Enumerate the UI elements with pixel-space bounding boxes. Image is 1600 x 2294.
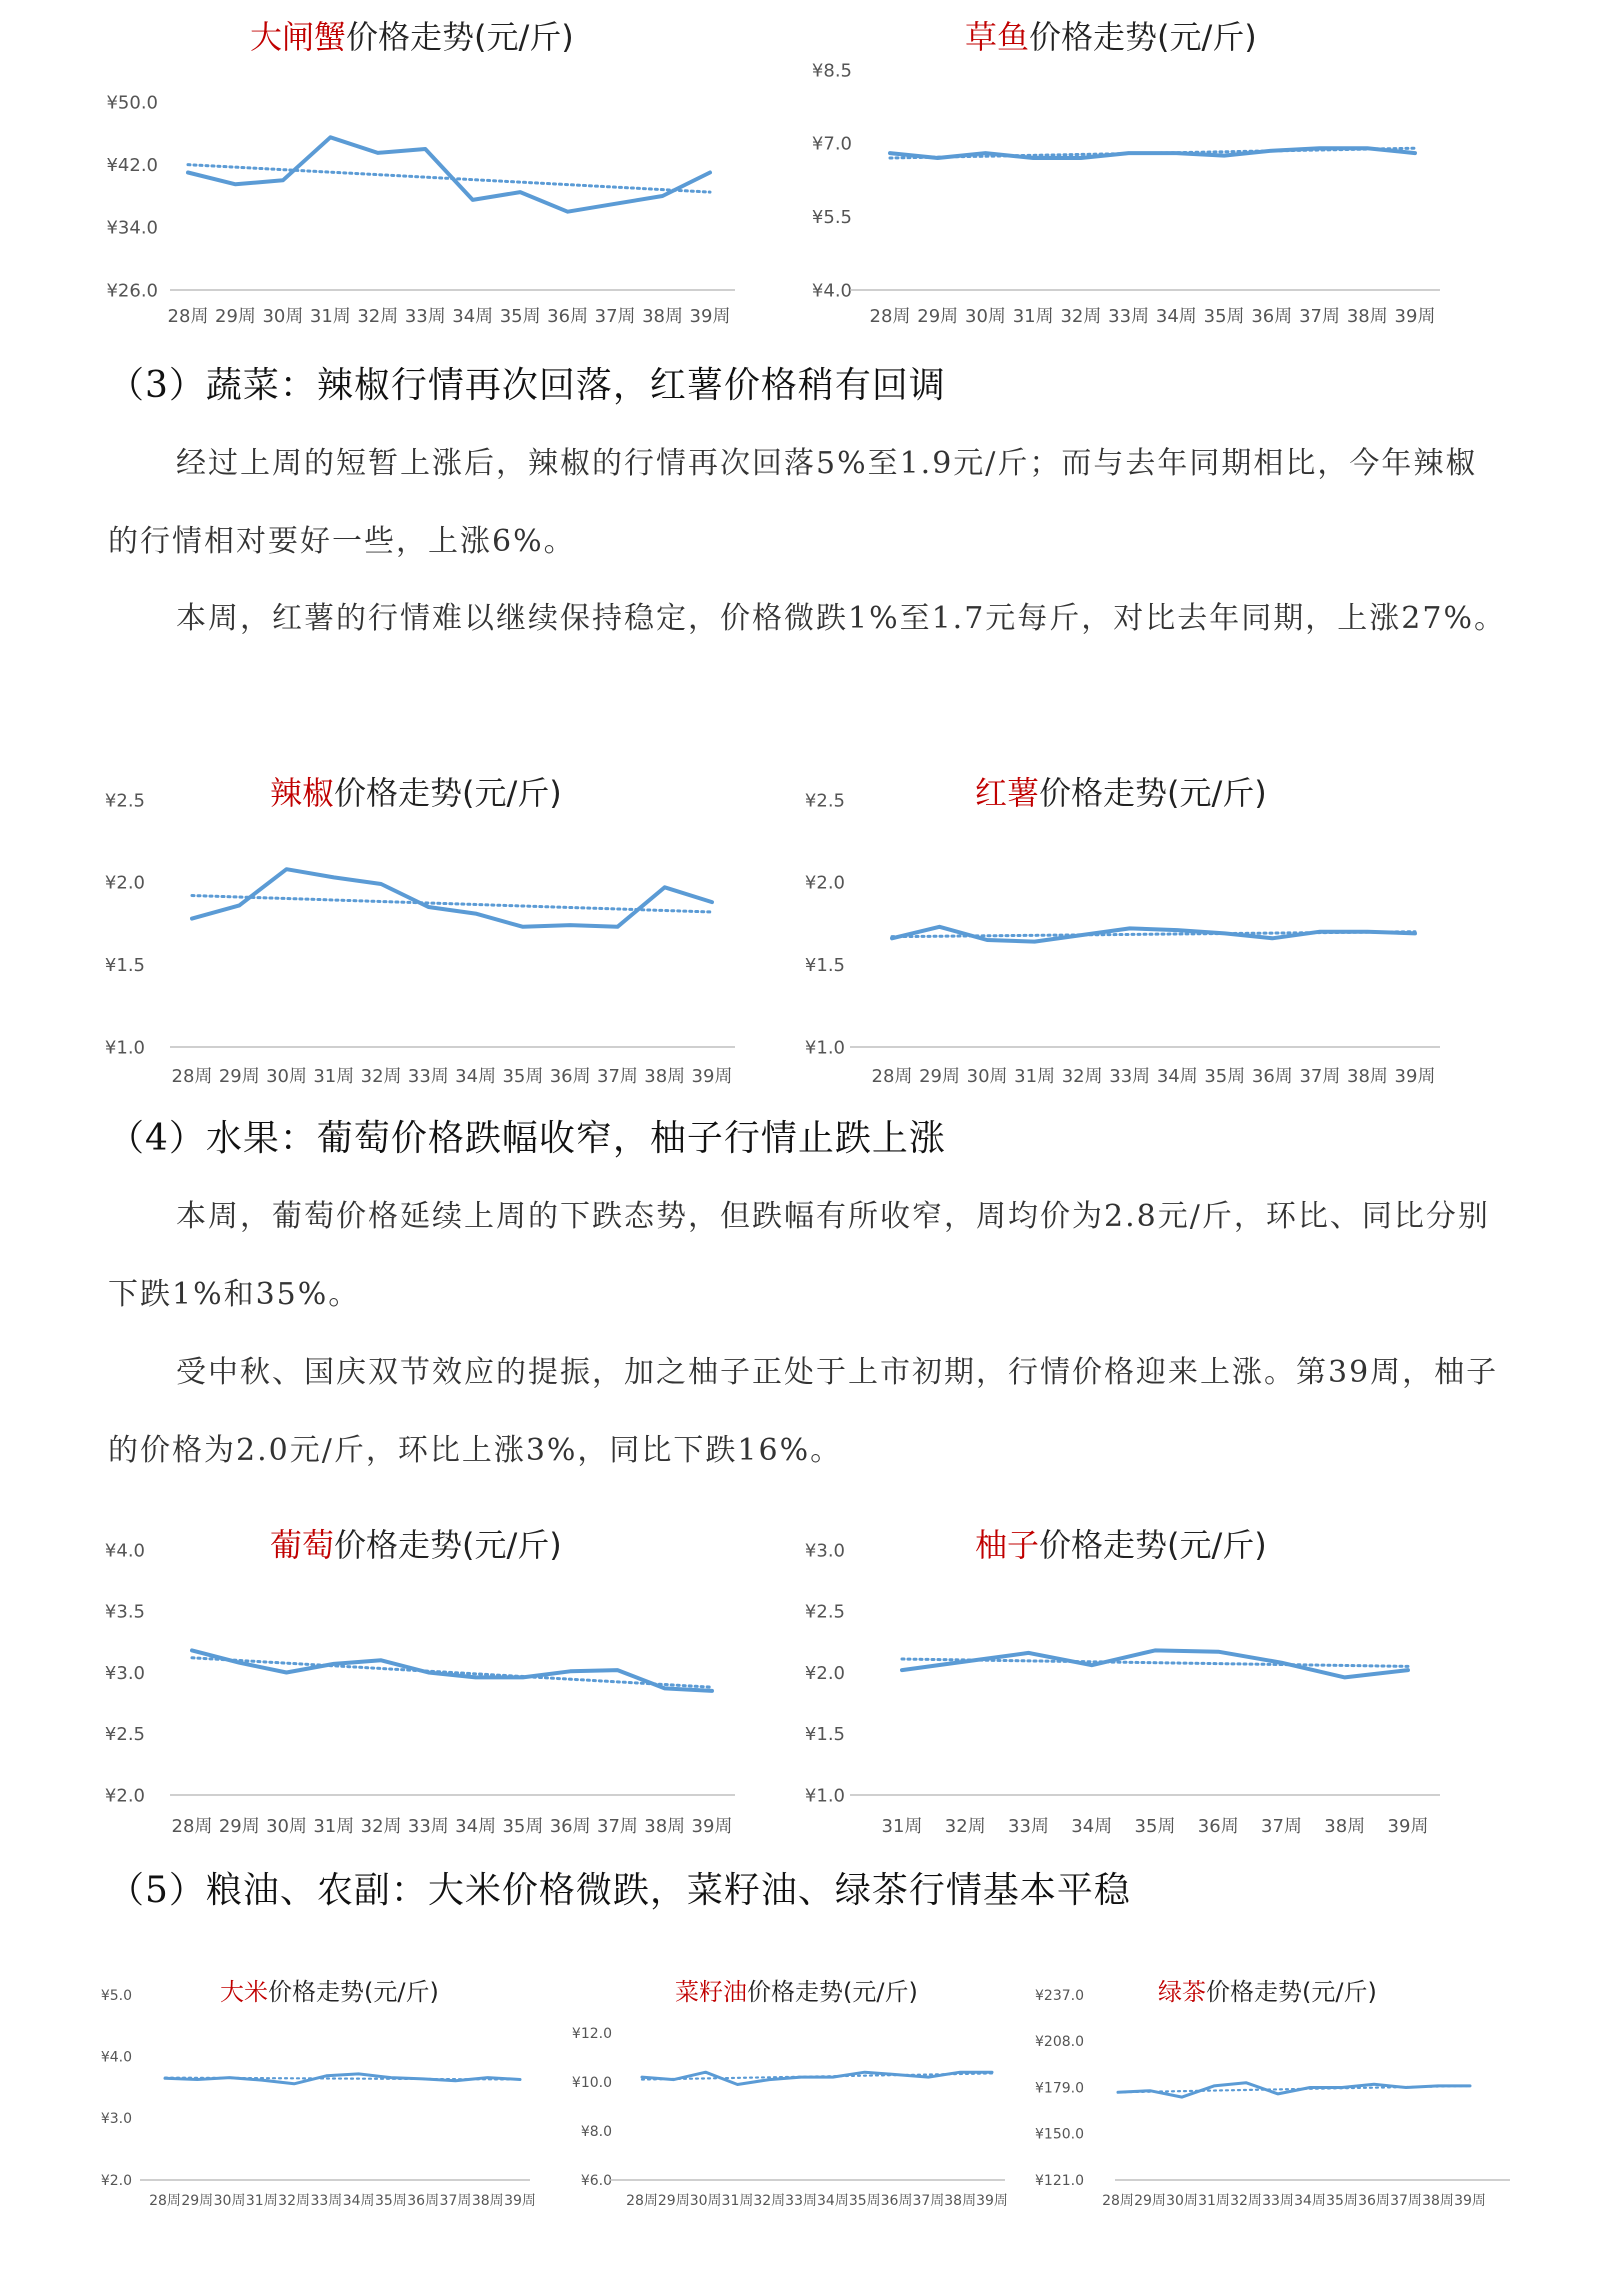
y-tick-label: ¥1.5 [804, 954, 845, 976]
x-tick-label: 29周 [917, 306, 959, 327]
chart-title [270, 768, 562, 814]
x-tick-label: 37周 [1390, 2193, 1422, 2209]
x-tick-label: 33周 [407, 1816, 449, 1837]
y-tick-label: ¥237.0 [1035, 1987, 1084, 2004]
chart-title [220, 1972, 439, 2007]
x-tick-label: 31周 [313, 1066, 355, 1087]
x-tick-label: 28周 [149, 2193, 181, 2209]
chart-title-unit: 价格走势(元/斤) [1206, 1978, 1377, 2006]
chart-grape [0, 1512, 760, 1852]
x-tick-label: 35周 [502, 1066, 544, 1087]
x-tick-label: 39周 [1387, 1816, 1429, 1837]
x-tick-label: 28周 [167, 306, 209, 327]
x-tick-label: 34周 [455, 1816, 497, 1837]
price-series-line [192, 1650, 712, 1691]
x-tick-label: 38周 [644, 1816, 686, 1837]
x-tick-label: 36周 [547, 306, 589, 327]
x-tick-label: 29周 [218, 1816, 260, 1837]
x-tick-label: 31周 [1012, 306, 1054, 327]
x-tick-label: 28周 [171, 1066, 213, 1087]
x-tick-label: 30周 [689, 2193, 722, 2209]
x-tick-label: 36周 [1251, 306, 1293, 327]
price-series-line [165, 2074, 520, 2084]
y-tick-label: ¥2.5 [104, 1724, 145, 1746]
x-tick-label: 31周 [1198, 2193, 1230, 2209]
y-tick-label: ¥50.0 [106, 92, 158, 114]
chart-title-item: 红薯 [975, 774, 1040, 812]
chart-title [675, 1972, 918, 2007]
x-tick-label: 28周 [871, 1066, 913, 1087]
y-tick-label: ¥4.0 [104, 1540, 145, 1562]
x-tick-label: 31周 [245, 2193, 278, 2209]
x-tick-label: 30周 [213, 2193, 246, 2209]
x-tick-label: 37周 [912, 2193, 945, 2209]
x-tick-label: 34周 [816, 2193, 849, 2209]
x-tick-label: 32周 [360, 1066, 402, 1087]
chart-title [975, 1520, 1267, 1566]
x-tick-label: 39周 [689, 306, 731, 327]
x-tick-label: 36周 [407, 2193, 440, 2209]
x-tick-label: 33周 [1262, 2193, 1294, 2209]
x-tick-label: 38周 [1324, 1816, 1366, 1837]
x-tick-label: 34周 [455, 1066, 497, 1087]
chart-title [975, 768, 1267, 814]
x-tick-label: 36周 [1251, 1066, 1293, 1087]
x-tick-label: 36周 [549, 1066, 591, 1087]
trend-line [192, 1658, 712, 1687]
x-tick-label: 31周 [721, 2193, 754, 2209]
y-tick-label: ¥1.5 [804, 1724, 845, 1746]
x-tick-label: 32周 [753, 2193, 786, 2209]
chart-title-unit: 价格走势(元/斤) [268, 1978, 439, 2006]
y-tick-label: ¥208.0 [1035, 2034, 1084, 2051]
x-tick-label: 37周 [439, 2193, 472, 2209]
chart-title-item: 草鱼 [965, 18, 1030, 56]
y-tick-label: ¥2.0 [104, 1785, 145, 1807]
x-tick-label: 39周 [691, 1816, 733, 1837]
y-tick-label: ¥42.0 [106, 154, 158, 176]
price-series-line [892, 927, 1415, 942]
chart-title-unit: 价格走势(元/斤) [1029, 18, 1257, 56]
chart-title-item: 辣椒 [270, 774, 335, 812]
y-tick-label: ¥121.0 [1035, 2172, 1084, 2189]
y-tick-label: ¥1.0 [804, 1785, 845, 1807]
price-series-line [1118, 2083, 1470, 2097]
x-tick-label: 32周 [357, 306, 399, 327]
chart-pomelo [760, 1512, 1600, 1852]
chart-title [270, 1520, 562, 1566]
x-tick-label: 28周 [1102, 2193, 1134, 2209]
section-heading-vegetables: （3）蔬菜：辣椒行情再次回落，红薯价格稍有回调 [108, 365, 946, 406]
x-tick-label: 35周 [499, 306, 541, 327]
y-tick-label: ¥34.0 [106, 217, 158, 239]
x-tick-label: 37周 [597, 1066, 638, 1087]
x-tick-label: 33周 [785, 2193, 818, 2209]
x-tick-label: 32周 [278, 2193, 311, 2209]
x-tick-label: 38周 [642, 306, 683, 327]
chart-green-tea [1035, 1960, 1600, 2220]
x-tick-label: 34周 [1071, 1816, 1113, 1837]
x-tick-label: 36周 [1358, 2193, 1390, 2209]
chart-title-unit: 价格走势(元/斤) [334, 1526, 562, 1564]
chart-title-unit: 价格走势(元/斤) [334, 774, 562, 812]
price-series-line [188, 137, 710, 211]
chart-title-unit: 价格走势(元/斤) [346, 18, 574, 56]
y-tick-label: ¥5.0 [100, 1987, 132, 2004]
y-tick-label: ¥12.0 [571, 2025, 612, 2042]
x-tick-label: 28周 [626, 2193, 658, 2209]
x-tick-label: 38周 [944, 2193, 977, 2209]
x-tick-label: 34周 [342, 2193, 375, 2209]
paragraph-pepper: 经过上周的短暂上涨后，辣椒的行情再次回落5%至1.9元/斤；而与去年同期相比，今年辣椒的行情相对要好一些，上涨6%。 [108, 446, 1478, 559]
section-heading-fruits: （4）水果：葡萄价格跌幅收窄，柚子行情止跌上涨 [108, 1118, 946, 1159]
x-tick-label: 35周 [848, 2193, 881, 2209]
x-tick-label: 30周 [966, 1066, 1008, 1087]
x-tick-label: 39周 [1394, 306, 1436, 327]
paragraph-grape: 本周，葡萄价格延续上周的下跌态势，但跌幅有所收窄，周均价为2.8元/斤，环比、同比分别下跌1%和35%。 [108, 1199, 1490, 1312]
chart-title-unit: 价格走势(元/斤) [747, 1978, 918, 2006]
y-tick-label: ¥150.0 [1035, 2126, 1084, 2143]
x-tick-label: 34周 [1156, 1066, 1198, 1087]
x-tick-label: 29周 [1134, 2193, 1166, 2209]
x-tick-label: 33周 [1008, 1816, 1049, 1837]
chart-pepper [0, 760, 760, 1100]
y-tick-label: ¥2.0 [804, 872, 845, 894]
chart-title-item: 大闸蟹 [250, 18, 347, 56]
y-tick-label: ¥2.5 [804, 1601, 845, 1623]
x-tick-label: 37周 [1261, 1816, 1302, 1837]
x-tick-label: 36周 [1197, 1816, 1239, 1837]
x-tick-label: 37周 [597, 1816, 638, 1837]
chart-title-unit: 价格走势(元/斤) [1039, 774, 1267, 812]
y-tick-label: ¥7.0 [811, 133, 852, 155]
x-tick-label: 35周 [1203, 306, 1245, 327]
x-tick-label: 30周 [965, 306, 1006, 327]
x-tick-label: 35周 [374, 2193, 407, 2209]
y-tick-label: ¥2.0 [104, 872, 145, 894]
x-tick-label: 33周 [1109, 1066, 1151, 1087]
x-tick-label: 32周 [944, 1816, 986, 1837]
chart-sweet-potato [760, 760, 1600, 1100]
y-tick-label: ¥1.0 [804, 1037, 845, 1059]
x-tick-label: 33周 [407, 1066, 449, 1087]
x-tick-label: 31周 [309, 306, 351, 327]
y-tick-label: ¥3.0 [104, 1662, 145, 1684]
x-tick-label: 35周 [1204, 1066, 1246, 1087]
x-tick-label: 38周 [471, 2193, 504, 2209]
x-tick-label: 29周 [657, 2193, 690, 2209]
x-tick-label: 36周 [880, 2193, 913, 2209]
y-tick-label: ¥2.5 [804, 790, 845, 812]
chart-rapeseed-oil [560, 1960, 1060, 2220]
x-tick-label: 35周 [1134, 1816, 1176, 1837]
x-tick-label: 33周 [1108, 306, 1150, 327]
x-tick-label: 32周 [1060, 306, 1102, 327]
x-tick-label: 39周 [976, 2193, 1008, 2209]
y-tick-label: ¥5.5 [811, 206, 852, 228]
x-tick-label: 34周 [1155, 306, 1197, 327]
x-tick-label: 31周 [313, 1816, 355, 1837]
chart-grass-carp [760, 0, 1600, 340]
x-tick-label: 34周 [452, 306, 494, 327]
x-tick-label: 37周 [1299, 306, 1340, 327]
chart-title [250, 12, 574, 58]
chart-title-unit: 价格走势(元/斤) [1039, 1526, 1267, 1564]
x-tick-label: 38周 [1347, 1066, 1388, 1087]
chart-title-item: 柚子 [975, 1526, 1040, 1564]
paragraph-pomelo: 受中秋、国庆双节效应的提振，加之柚子正处于上市初期，行情价格迎来上涨。第39周，柚子的价格为2.0元/斤，环比上涨3%，同比下跌16%。 [108, 1355, 1499, 1468]
x-tick-label: 39周 [1394, 1066, 1436, 1087]
x-tick-label: 32周 [1230, 2193, 1262, 2209]
x-tick-label: 29周 [919, 1066, 960, 1087]
y-tick-label: ¥4.0 [100, 2049, 132, 2066]
x-tick-label: 29周 [181, 2193, 214, 2209]
y-tick-label: ¥8.5 [811, 60, 852, 82]
x-tick-label: 34周 [1294, 2193, 1326, 2209]
x-tick-label: 39周 [504, 2193, 536, 2209]
y-tick-label: ¥3.5 [104, 1601, 145, 1623]
x-tick-label: 37周 [1299, 1066, 1341, 1087]
y-tick-label: ¥3.0 [804, 1540, 845, 1562]
x-tick-label: 33周 [404, 306, 446, 327]
trend-line [188, 165, 710, 192]
x-tick-label: 29周 [215, 306, 256, 327]
x-tick-label: 28周 [869, 306, 911, 327]
x-tick-label: 35周 [502, 1816, 544, 1837]
y-tick-label: ¥1.0 [104, 1037, 145, 1059]
chart-title [965, 12, 1257, 58]
chart-rice [0, 1960, 560, 2220]
x-tick-label: 30周 [262, 306, 304, 327]
y-tick-label: ¥3.0 [100, 2111, 132, 2128]
x-tick-label: 38周 [1422, 2193, 1454, 2209]
section-heading-grain-oil: （5）粮油、农副：大米价格微跌，菜籽油、绿茶行情基本平稳 [108, 1870, 1131, 1911]
y-tick-label: ¥6.0 [580, 2172, 612, 2189]
chart-title-item: 大米 [220, 1978, 268, 2006]
x-tick-label: 33周 [310, 2193, 343, 2209]
x-tick-label: 30周 [266, 1066, 307, 1087]
y-tick-label: ¥8.0 [580, 2123, 612, 2140]
y-tick-label: ¥1.5 [104, 954, 145, 976]
y-tick-label: ¥10.0 [571, 2074, 612, 2091]
y-tick-label: ¥179.0 [1035, 2080, 1084, 2097]
x-tick-label: 39周 [1454, 2193, 1486, 2209]
y-tick-label: ¥2.0 [804, 1662, 845, 1684]
x-tick-label: 32周 [1061, 1066, 1103, 1087]
price-series-line [890, 148, 1415, 158]
x-tick-label: 31周 [881, 1816, 923, 1837]
x-tick-label: 28周 [171, 1816, 213, 1837]
y-tick-label: ¥2.0 [100, 2172, 132, 2189]
chart-title-item: 葡萄 [270, 1526, 335, 1564]
x-tick-label: 30周 [1166, 2193, 1198, 2209]
x-tick-label: 39周 [691, 1066, 733, 1087]
x-tick-label: 29周 [218, 1066, 260, 1087]
x-tick-label: 31周 [1014, 1066, 1056, 1087]
y-tick-label: ¥2.5 [104, 790, 145, 812]
x-tick-label: 38周 [1346, 306, 1388, 327]
price-series-line [642, 2072, 992, 2084]
x-tick-label: 30周 [266, 1816, 307, 1837]
x-tick-label: 36周 [549, 1816, 591, 1837]
chart-title-item: 绿茶 [1158, 1978, 1206, 2006]
chart-title-item: 菜籽油 [675, 1978, 747, 2006]
x-tick-label: 38周 [644, 1066, 686, 1087]
x-tick-label: 37周 [594, 306, 636, 327]
x-tick-label: 35周 [1326, 2193, 1358, 2209]
y-tick-label: ¥26.0 [106, 280, 158, 302]
y-tick-label: ¥4.0 [811, 280, 852, 302]
paragraph-sweet-potato: 本周，红薯的行情难以继续保持稳定，价格微跌1%至1.7元每斤，对比去年同期，上涨27%。 [176, 601, 1506, 636]
chart-title [1158, 1972, 1377, 2007]
chart-crab [0, 0, 760, 340]
x-tick-label: 32周 [360, 1816, 402, 1837]
